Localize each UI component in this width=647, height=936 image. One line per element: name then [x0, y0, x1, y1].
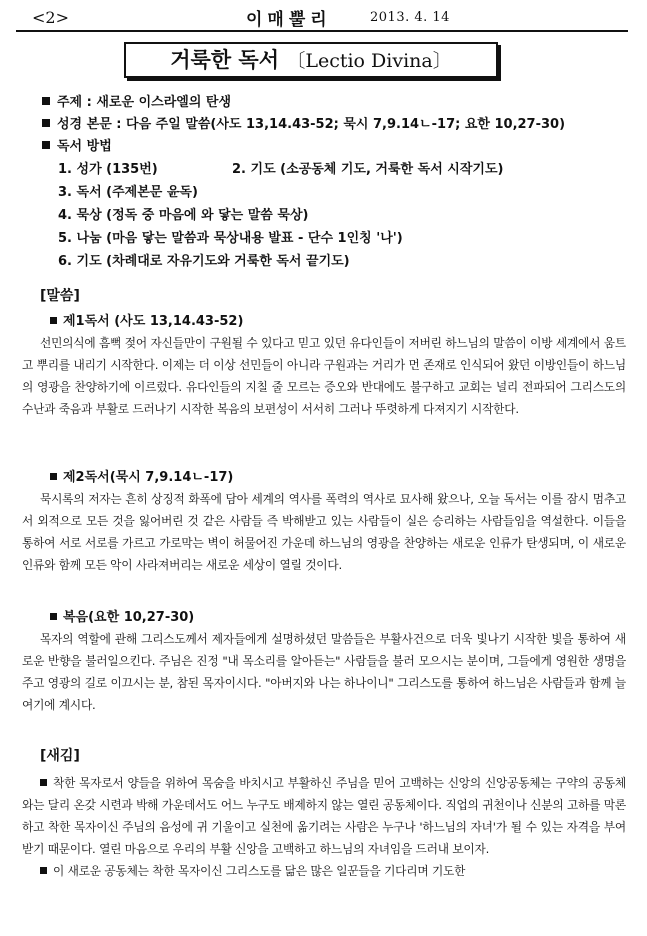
step-item: 6. 기도 (차례대로 자유기도와 거룩한 독서 끝기도): [58, 254, 350, 269]
newsletter-name: 이매뿔리: [246, 10, 332, 30]
step-item: 1. 성가 (135번): [58, 162, 158, 177]
reading-title-text: 복음(요한 10,27-30): [63, 610, 195, 625]
title-latin-bracket-close: 〕: [432, 50, 452, 72]
issue-date: 2013. 4. 14: [370, 10, 450, 25]
method-row: [42, 136, 632, 158]
square-bullet-icon: [40, 779, 47, 786]
reading-3: [22, 608, 626, 716]
info-block: [42, 92, 632, 273]
header-rule: [16, 30, 628, 32]
theme-value: 새로운 이스라엘의 탄생: [96, 95, 232, 110]
title-latin: Lectio Divina: [305, 50, 433, 72]
square-bullet-icon: [42, 141, 50, 149]
page-title: [124, 42, 498, 78]
title-latin-bracket-open: 〔: [286, 50, 306, 72]
scripture-label: 성경 본문: [57, 117, 112, 132]
scripture-value: 다음 주일 말씀(사도 13,14.43-52; 묵시 7,9.14ㄴ-17; 요한 10,27-30): [126, 117, 566, 132]
page-header: [12, 4, 634, 30]
square-bullet-icon: [42, 119, 50, 127]
square-bullet-icon: [50, 613, 57, 620]
square-bullet-icon: [42, 97, 50, 105]
square-bullet-icon: [50, 317, 57, 324]
meditation-section-heading: [새김]: [40, 748, 80, 764]
reading-1: [22, 312, 626, 420]
word-section-heading: [말씀]: [40, 288, 80, 304]
reading-title-text: 제1독서 (사도 13,14.43-52): [63, 314, 244, 329]
step-item: 3. 독서 (주제본문 윤독): [58, 185, 198, 200]
method-label: 독서 방법: [57, 139, 112, 154]
reading-title-text: 제2독서(묵시 7,9.14ㄴ-17): [63, 470, 234, 485]
step-row: [58, 158, 632, 181]
square-bullet-icon: [40, 867, 47, 874]
reading-title: [50, 468, 626, 488]
theme-row: 주제 : 새로운 이스라엘의 탄생: [42, 92, 632, 114]
theme-label: 주제: [57, 95, 83, 110]
meditation-block: [22, 772, 626, 882]
title-korean: 거룩한 독서: [170, 48, 279, 72]
reading-2: [22, 468, 626, 576]
reading-title: [50, 312, 626, 332]
meditation-item-text: 이 새로운 공동체는 착한 목자이신 그리스도를 닮은 많은 일꾼들을 기다리며 기도한: [53, 864, 466, 878]
reading-body: 선민의식에 흠뻑 젖어 자신들만이 구원될 수 있다고 믿고 있던 유다인들이 저버린 하느님의 말씀이 이방 세계에서 움트고 뿌리를 내리기 시작한다. 이제는 더 이상 선민들이 아니라 구원과는 거리가 먼 존재로 인식되어 왔던 이방인들이 하느님의 영광을 찬양하기에 이르렀다. 유다인들의 지칠 줄 모르는 증오와 반대에도 불구하고 교회는 널리 전파되어 그리스도의 수난과 죽음과 부활로 드러나기 시작한 복음의 보편성이 서서히 그러나 뚜렷하게 다져지기 시작한다.: [22, 336, 626, 416]
meditation-item-text: 착한 목자로서 양들을 위하여 목숨을 바치시고 부활하신 주님을 믿어 고백하는 신앙의 신앙공동체는 구약의 공동체와는 달리 온갖 시련과 박해 가운데서도 어느 누구도 배제하지 않는 열린 공동체이다. 직업의 귀천이나 신분의 고하를 막론하고 착한 목자이신 주님의 음성에 귀 기울이고 실천에 옮기려는 사람은 누구나 '하느님의 자녀'가 될 수 있는 자격을 부여받기 때문이다. 열린 마음으로 우리의 부활 신앙을 고백하고 하느님의 자녀임을 드러내 보이자.: [22, 776, 626, 856]
square-bullet-icon: [50, 473, 57, 480]
step-item: 2. 기도 (소공동체 기도, 거룩한 독서 시작기도): [232, 162, 504, 177]
step-item: 4. 묵상 (정독 중 마음에 와 닿는 말씀 묵상): [58, 208, 309, 223]
reading-body: 목자의 역할에 관해 그리스도께서 제자들에게 설명하셨던 말씀들은 부활사건으로 더욱 빛나기 시작한 빛을 통하여 새로운 반향을 불러일으킨다. 주님은 진정 "내 목소리를 알아듣는" 사람들을 불러 모으시는 분이며, 그들에게 영원한 생명을 주고 영광의 길로 이끄시는 분, 참된 목자이시다. "아버지와 나는 하나이니" 그리스도를 통하여 하느님은 사람들과 함께 늘 여기에 계시다.: [22, 632, 626, 712]
page-number: <2>: [32, 8, 69, 27]
reading-body: 묵시록의 저자는 흔히 상징적 화폭에 담아 세계의 역사를 폭력의 역사로 묘사해 왔으나, 오늘 독서는 이를 잠시 멈추고서 외적으로 모든 것을 잃어버린 것 같은 사람들 즉 박해받고 있는 사람들이 실은 승리하는 사람들임을 역설한다. 이들을 통하여 서로 서로를 가르고 가로막는 벽이 허물어진 가운데 하느님의 영광을 찬양하는 새로운 인류가 탄생되며, 이 새로운 인류와 함께 모든 악이 사라져버리는 새로운 세상이 열릴 것이다.: [22, 492, 626, 572]
meditation-item: [22, 860, 626, 882]
reading-title: [50, 608, 626, 628]
method-steps: [58, 158, 632, 273]
step-item: 5. 나눔 (마음 닿는 말씀과 묵상내용 발표 - 단수 1인칭 '나'): [58, 231, 403, 246]
meditation-item: [22, 772, 626, 860]
scripture-row: 성경 본문 : 다음 주일 말씀(사도 13,14.43-52; 묵시 7,9.14ㄴ-17; 요한 10,27-30): [42, 114, 632, 136]
